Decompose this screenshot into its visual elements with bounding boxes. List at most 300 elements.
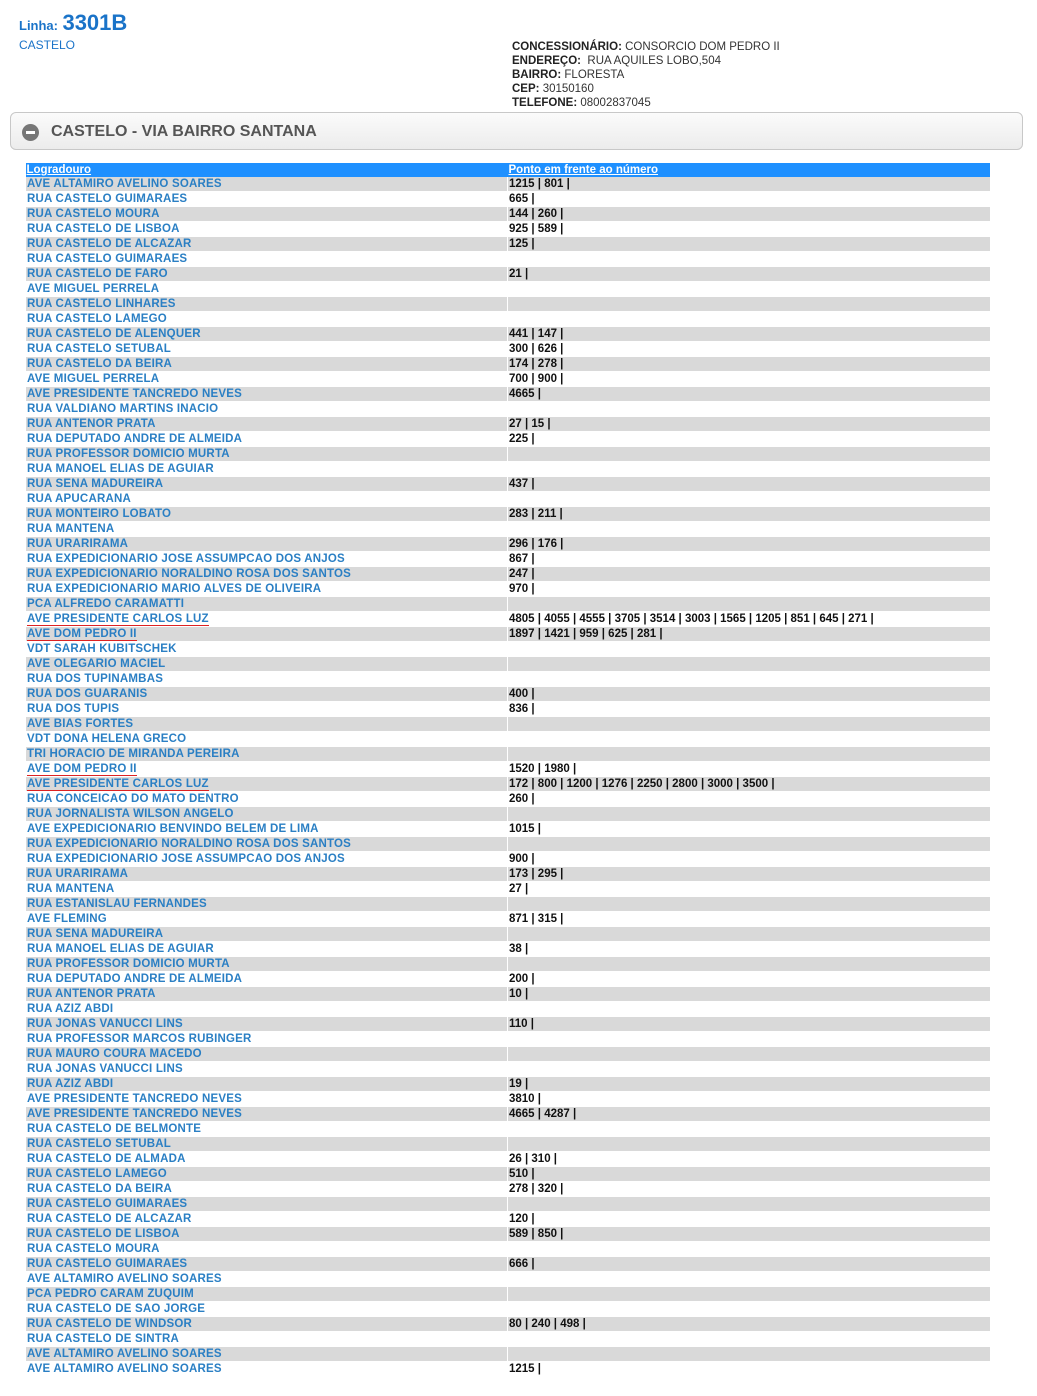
street-name: RUA CASTELO DE FARO [27,268,168,280]
street-link[interactable] [26,1062,508,1077]
street-name: RUA URARIRAMA [27,868,129,880]
table-row [26,432,990,447]
street-name: AVE MIGUEL PERRELA [27,373,160,385]
stop-numbers [508,462,990,477]
linha-label: Linha: [19,18,58,33]
street-link[interactable] [26,297,508,312]
bairro-value: FLORESTA [564,69,625,81]
street-link[interactable] [26,1362,508,1377]
table-row [26,1347,990,1362]
street-link[interactable] [26,492,508,507]
header-logradouro[interactable]: Logradouro [26,163,508,177]
street-link[interactable] [26,597,508,612]
street-name: RUA CONCEICAO DO MATO DENTRO [27,793,239,805]
stop-numbers [508,447,990,462]
street-link[interactable] [26,717,508,732]
table-row [26,327,990,342]
stop-numbers: 172 | 800 | 1200 | 1276 | 2250 | 2800 | 3000 | 3500 | [508,777,990,792]
stop-numbers [508,642,990,657]
telefone-value: 08002837045 [580,97,651,109]
street-link[interactable] [26,417,508,432]
stop-numbers: 1520 | 1980 | [508,762,990,777]
table-row [26,252,990,267]
street-name: AVE DOM PEDRO II [27,763,137,775]
table-row [26,1272,990,1287]
street-name: RUA ANTENOR PRATA [27,988,156,1000]
table-row [26,702,990,717]
street-link[interactable] [26,1272,508,1287]
stop-numbers [508,402,990,417]
street-name: AVE EXPEDICIONARIO BENVINDO BELEM DE LIMA [27,823,319,835]
street-name: AVE PRESIDENTE CARLOS LUZ [27,613,209,625]
street-link[interactable] [26,792,508,807]
table-row [26,1302,990,1317]
street-name: RUA CASTELO DE WINDSOR [27,1318,192,1330]
street-link[interactable] [26,1137,508,1152]
street-name: AVE DOM PEDRO II [27,628,137,640]
table-row [26,642,990,657]
street-name: VDT DONA HELENA GRECO [27,733,187,745]
header-ponto[interactable]: Ponto em frente ao número [508,163,990,177]
street-link[interactable] [26,177,508,192]
stop-numbers: 10 | [508,987,990,1002]
street-name: RUA EXPEDICIONARIO NORALDINO ROSA DOS SANTOS [27,568,352,580]
street-name: AVE ALTAMIRO AVELINO SOARES [27,1363,222,1375]
stop-numbers [508,837,990,852]
street-name: RUA CASTELO DA BEIRA [27,1183,172,1195]
table-row [26,462,990,477]
street-name: RUA CASTELO DE SINTRA [27,1333,179,1345]
street-link[interactable] [26,747,508,762]
street-link[interactable] [26,1302,508,1317]
table-row [26,807,990,822]
table-row [26,342,990,357]
stop-numbers [508,717,990,732]
street-link[interactable] [26,192,508,207]
stop-numbers [508,657,990,672]
street-name: RUA CASTELO GUIMARAES [27,193,188,205]
stop-numbers: 19 | [508,1077,990,1092]
table-row [26,957,990,972]
street-name: RUA ANTENOR PRATA [27,418,156,430]
street-link[interactable] [26,957,508,972]
street-name: RUA CASTELO SETUBAL [27,343,171,355]
concessionaire-info [512,40,780,110]
street-name: RUA ESTANISLAU FERNANDES [27,898,207,910]
street-name: AVE FLEMING [27,913,107,925]
street-link[interactable] [26,762,508,777]
street-name: VDT SARAH KUBITSCHEK [27,643,177,655]
table-row [26,1002,990,1017]
stop-numbers: 283 | 211 | [508,507,990,522]
street-link[interactable] [26,237,508,252]
stop-numbers: 700 | 900 | [508,372,990,387]
table-row [26,852,990,867]
stop-numbers: 900 | [508,852,990,867]
table-row [26,507,990,522]
stop-numbers [508,957,990,972]
table-row [26,582,990,597]
stop-numbers: 4665 | 4287 | [508,1107,990,1122]
stop-numbers [508,312,990,327]
street-link[interactable] [26,522,508,537]
street-link[interactable] [26,897,508,912]
stop-numbers: 144 | 260 | [508,207,990,222]
table-row [26,1317,990,1332]
street-name: RUA CASTELO GUIMARAES [27,253,188,265]
stop-numbers: 836 | [508,702,990,717]
stop-numbers: 21 | [508,267,990,282]
street-link[interactable] [26,672,508,687]
street-name: RUA SENA MADUREIRA [27,478,164,490]
table-row [26,177,990,192]
stop-numbers: 925 | 589 | [508,222,990,237]
table-row [26,477,990,492]
stop-numbers: 1215 | 801 | [508,177,990,192]
table-row [26,402,990,417]
stop-numbers: 1015 | [508,822,990,837]
stop-numbers: 296 | 176 | [508,537,990,552]
street-name: RUA JONAS VANUCCI LINS [27,1063,183,1075]
table-row [26,972,990,987]
street-link[interactable] [26,582,508,597]
stop-numbers: 1215 | [508,1362,990,1377]
stop-numbers [508,252,990,267]
street-name: RUA MONTEIRO LOBATO [27,508,172,520]
table-row [26,897,990,912]
street-name: RUA JONAS VANUCCI LINS [27,1018,183,1030]
street-link[interactable] [26,372,508,387]
street-link[interactable] [26,612,508,627]
cep-value: 30150160 [542,83,594,95]
street-name: RUA APUCARANA [27,493,131,505]
stop-numbers [508,1347,990,1362]
street-link[interactable] [26,1152,508,1167]
street-link[interactable] [26,882,508,897]
street-name: RUA CASTELO DE SAO JORGE [27,1303,206,1315]
table-row [26,237,990,252]
table-row [26,687,990,702]
street-link[interactable] [26,852,508,867]
table-row [26,1167,990,1182]
stop-numbers: 110 | [508,1017,990,1032]
street-link[interactable] [26,327,508,342]
street-link[interactable] [26,1002,508,1017]
stop-numbers [508,1062,990,1077]
table-row [26,1257,990,1272]
street-name: RUA PROFESSOR DOMICIO MURTA [27,958,230,970]
table-row [26,792,990,807]
street-name: RUA EXPEDICIONARIO JOSE ASSUMPCAO DOS ANJOS [27,553,345,565]
street-link[interactable] [26,357,508,372]
street-link[interactable] [26,567,508,582]
concessionario-value: CONSORCIO DOM PEDRO II [625,41,780,53]
stop-numbers: 200 | [508,972,990,987]
stop-numbers [508,732,990,747]
street-link[interactable] [26,1242,508,1257]
stop-numbers: 400 | [508,687,990,702]
stop-numbers [508,282,990,297]
street-name: RUA CASTELO LINHARES [27,298,176,310]
stop-numbers: 120 | [508,1212,990,1227]
table-row [26,1197,990,1212]
street-name: RUA CASTELO DE LISBOA [27,1228,180,1240]
street-name: AVE OLEGARIO MACIEL [27,658,166,670]
stop-numbers: 27 | [508,882,990,897]
street-link[interactable] [26,402,508,417]
table-row [26,612,990,627]
street-link[interactable] [26,537,508,552]
table-row [26,837,990,852]
stop-numbers: 1897 | 1421 | 959 | 625 | 281 | [508,627,990,642]
street-name: RUA MANTENA [27,523,115,535]
street-name: RUA DOS TUPIS [27,703,120,715]
street-link[interactable] [26,207,508,222]
stop-numbers [508,1002,990,1017]
street-link[interactable] [26,1287,508,1302]
stop-numbers [508,1137,990,1152]
table-row [26,1137,990,1152]
stop-numbers: 3810 | [508,1092,990,1107]
street-link[interactable] [26,927,508,942]
street-link[interactable] [26,1017,508,1032]
table-row [26,1332,990,1347]
street-name: AVE MIGUEL PERRELA [27,283,160,295]
street-link[interactable] [26,777,508,792]
street-link[interactable] [26,252,508,267]
street-link[interactable] [26,627,508,642]
street-link[interactable] [26,342,508,357]
street-link[interactable] [26,1332,508,1347]
street-link[interactable] [26,657,508,672]
table-row [26,567,990,582]
street-name: AVE ALTAMIRO AVELINO SOARES [27,1348,222,1360]
stop-numbers: 260 | [508,792,990,807]
table-row [26,867,990,882]
table-row [26,192,990,207]
stop-numbers: 4805 | 4055 | 4555 | 3705 | 3514 | 3003 | 1565 | 1205 | 851 | 645 | 271 | [508,612,990,627]
street-link[interactable] [26,1227,508,1242]
street-name: RUA DEPUTADO ANDRE DE ALMEIDA [27,433,243,445]
stop-numbers: 437 | [508,477,990,492]
street-name: RUA EXPEDICIONARIO JOSE ASSUMPCAO DOS ANJOS [27,853,345,865]
street-link[interactable] [26,987,508,1002]
street-link[interactable] [26,687,508,702]
table-row [26,387,990,402]
table-row [26,1287,990,1302]
street-name: RUA CASTELO MOURA [27,208,160,220]
street-link[interactable] [26,222,508,237]
stops-table [25,163,990,1377]
street-link[interactable] [26,1167,508,1182]
table-row [26,627,990,642]
street-name: RUA MANTENA [27,883,115,895]
stop-numbers: 26 | 310 | [508,1152,990,1167]
street-link[interactable] [26,552,508,567]
stop-numbers: 38 | [508,942,990,957]
street-link[interactable] [26,1092,508,1107]
table-row [26,1032,990,1047]
street-name: RUA DOS TUPINAMBAS [27,673,164,685]
stop-numbers [508,1287,990,1302]
stop-numbers: 4665 | [508,387,990,402]
table-row [26,912,990,927]
street-name: RUA AZIZ ABDI [27,1078,114,1090]
street-link[interactable] [26,867,508,882]
street-name: PCA ALFREDO CARAMATTI [27,598,185,610]
stop-numbers [508,492,990,507]
stop-numbers: 80 | 240 | 498 | [508,1317,990,1332]
street-link[interactable] [26,972,508,987]
endereco-label: ENDEREÇO: [512,55,582,67]
stop-numbers: 510 | [508,1167,990,1182]
table-row [26,372,990,387]
table-row [26,1047,990,1062]
street-link[interactable] [26,432,508,447]
street-link[interactable] [26,282,508,297]
street-link[interactable] [26,642,508,657]
street-name: RUA CASTELO GUIMARAES [27,1258,188,1270]
street-name: RUA DOS GUARANIS [27,688,148,700]
street-link[interactable] [26,447,508,462]
table-row [26,717,990,732]
stop-numbers [508,1242,990,1257]
street-name: RUA PROFESSOR MARCOS RUBINGER [27,1033,252,1045]
stop-numbers [508,897,990,912]
stop-numbers: 247 | [508,567,990,582]
street-link[interactable] [26,1347,508,1362]
table-row [26,882,990,897]
route-accordion-header[interactable] [10,112,1023,150]
stop-numbers: 300 | 626 | [508,342,990,357]
street-name: AVE PRESIDENTE TANCREDO NEVES [27,388,242,400]
street-name: RUA VALDIANO MARTINS INACIO [27,403,219,415]
stop-numbers [508,672,990,687]
table-row [26,762,990,777]
table-row [26,222,990,237]
street-name: RUA EXPEDICIONARIO NORALDINO ROSA DOS SANTOS [27,838,352,850]
street-name: RUA PROFESSOR DOMICIO MURTA [27,448,230,460]
stop-numbers [508,747,990,762]
table-row [26,1077,990,1092]
table-row [26,312,990,327]
street-name: AVE PRESIDENTE TANCREDO NEVES [27,1093,242,1105]
street-link[interactable] [26,732,508,747]
street-name: TRI HORACIO DE MIRANDA PEREIRA [27,748,240,760]
street-name: RUA JORNALISTA WILSON ANGELO [27,808,234,820]
table-row [26,1092,990,1107]
table-row [26,447,990,462]
street-link[interactable] [26,1122,508,1137]
minus-circle-icon[interactable] [22,124,39,141]
linha-header [19,10,127,36]
street-name: AVE ALTAMIRO AVELINO SOARES [27,178,222,190]
street-name: RUA DEPUTADO ANDRE DE ALMEIDA [27,973,243,985]
table-row [26,522,990,537]
stop-numbers [508,807,990,822]
street-name: RUA CASTELO MOURA [27,1243,160,1255]
street-name: RUA CASTELO LAMEGO [27,313,167,325]
street-link[interactable] [26,822,508,837]
street-name: AVE PRESIDENTE TANCREDO NEVES [27,1108,242,1120]
stop-numbers [508,927,990,942]
street-link[interactable] [26,1077,508,1092]
street-name: RUA MANOEL ELIAS DE AGUIAR [27,463,214,475]
stop-numbers: 27 | 15 | [508,417,990,432]
table-row [26,267,990,282]
street-link[interactable] [26,1047,508,1062]
table-row [26,357,990,372]
street-name: RUA CASTELO DE LISBOA [27,223,180,235]
table-row [26,822,990,837]
street-name: RUA CASTELO DE ALMADA [27,1153,186,1165]
table-row [26,1362,990,1377]
street-link[interactable] [26,312,508,327]
street-name: RUA EXPEDICIONARIO MARIO ALVES DE OLIVEIRA [27,583,322,595]
street-name: RUA CASTELO DE ALCAZAR [27,238,192,250]
street-link[interactable] [26,702,508,717]
street-link[interactable] [26,462,508,477]
street-name: RUA CASTELO DE ALCAZAR [27,1213,192,1225]
street-name: RUA MANOEL ELIAS DE AGUIAR [27,943,214,955]
table-row [26,927,990,942]
table-row [26,987,990,1002]
street-link[interactable] [26,1257,508,1272]
table-row [26,1212,990,1227]
street-link[interactable] [26,807,508,822]
stop-numbers: 125 | [508,237,990,252]
bairro-label: BAIRRO: [512,69,562,81]
street-link[interactable] [26,1032,508,1047]
street-link[interactable] [26,1182,508,1197]
table-row [26,657,990,672]
table-row [26,537,990,552]
street-name: RUA SENA MADUREIRA [27,928,164,940]
street-name: AVE PRESIDENTE CARLOS LUZ [27,778,209,790]
street-link[interactable] [26,507,508,522]
table-row [26,297,990,312]
street-link[interactable] [26,267,508,282]
street-name: RUA CASTELO GUIMARAES [27,1198,188,1210]
street-link[interactable] [26,477,508,492]
street-name: RUA CASTELO DE ALENQUER [27,328,201,340]
street-name: RUA CASTELO SETUBAL [27,1138,171,1150]
linha-bairro: CASTELO [19,38,76,52]
street-name: RUA CASTELO DA BEIRA [27,358,172,370]
linha-number: 3301B [62,10,128,35]
street-name: AVE BIAS FORTES [27,718,134,730]
telefone-label: TELEFONE: [512,97,578,109]
street-link[interactable] [26,1212,508,1227]
stop-numbers [508,297,990,312]
table-row [26,672,990,687]
street-link[interactable] [26,942,508,957]
stop-numbers: 278 | 320 | [508,1182,990,1197]
table-row [26,1152,990,1167]
street-link[interactable] [26,912,508,927]
table-row [26,732,990,747]
street-link[interactable] [26,387,508,402]
table-row [26,942,990,957]
table-row [26,1062,990,1077]
street-name: RUA MAURO COURA MACEDO [27,1048,202,1060]
street-link[interactable] [26,1197,508,1212]
stop-numbers: 970 | [508,582,990,597]
street-link[interactable] [26,837,508,852]
street-link[interactable] [26,1317,508,1332]
street-link[interactable] [26,1107,508,1122]
table-row [26,1242,990,1257]
